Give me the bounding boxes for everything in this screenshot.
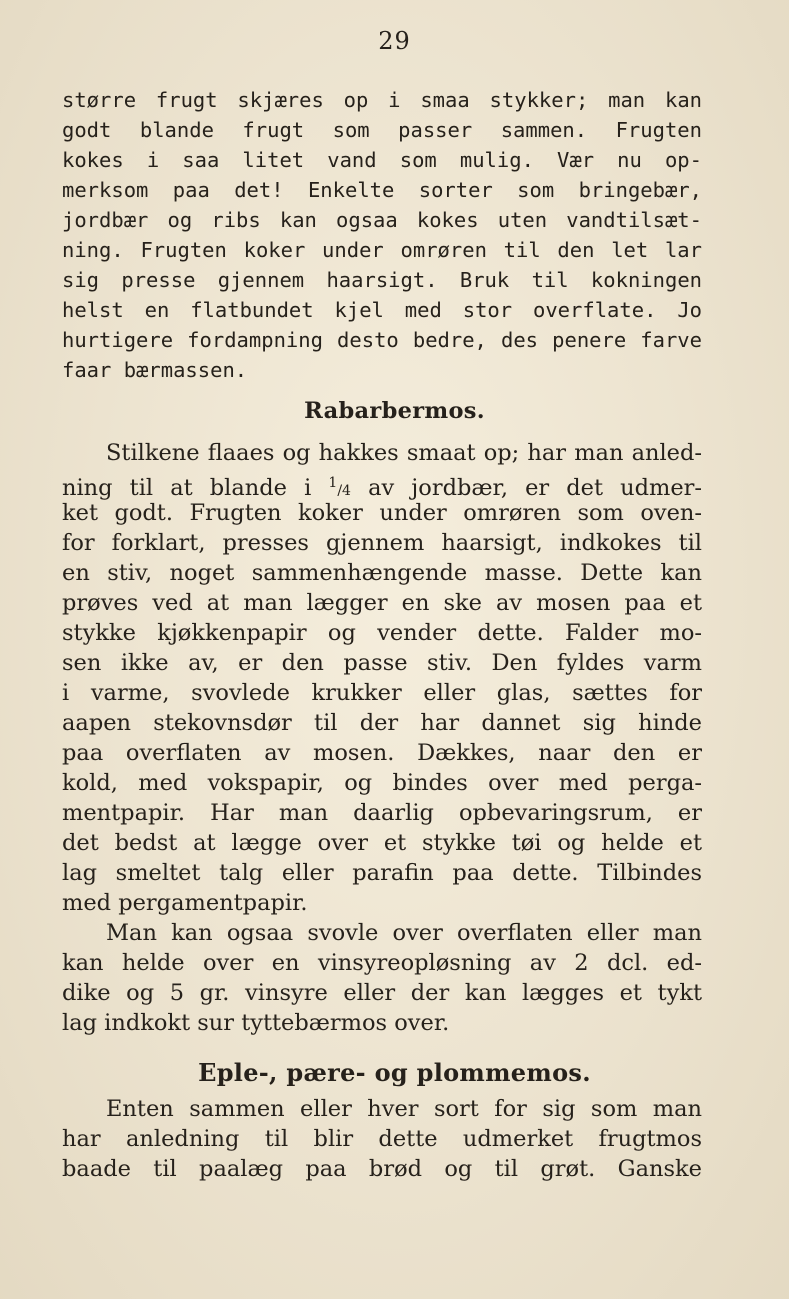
- text-line: kold, med vokspapir, og bindes over med perga-: [62, 770, 702, 796]
- text-line: Stilkene flaaes og hakkes smaat op; har man anled-: [106, 440, 702, 466]
- text-line: for forklart, presses gjennem haarsigt, indkokes til: [62, 530, 702, 556]
- text-line: i varme, svovlede krukker eller glas, sættes for: [62, 680, 702, 706]
- text-line: ket godt. Frugten koker under omrøren som oven-: [62, 500, 702, 526]
- text-line: stykke kjøkkenpapir og vender dette. Falder mo-: [62, 620, 702, 646]
- text-line: dike og 5 gr. vinsyre eller der kan lægges et tykt: [62, 980, 702, 1006]
- text-line: faar bærmassen.: [62, 358, 248, 382]
- text-line: baade til paalæg paa brød og til grøt. Ganske: [62, 1156, 702, 1182]
- fraction-denominator: /4: [337, 483, 351, 499]
- text-line: prøves ved at man lægger en ske av mosen paa et: [62, 590, 702, 616]
- text-line: merksom paa det! Enkelte sorter som bringebær,: [62, 178, 702, 202]
- text-line: hurtigere fordampning desto bedre, des penere farve: [62, 328, 702, 352]
- text-line: aapen stekovnsdør til der har dannet sig hinde: [62, 710, 702, 736]
- text-line: det bedst at lægge over et stykke tøi og helde et: [62, 830, 702, 856]
- text-line: Enten sammen eller hver sort for sig som man: [106, 1096, 702, 1122]
- text-fragment: av jordbær, er det udmer-: [368, 475, 703, 501]
- text-line: ning. Frugten koker under omrøren til den let lar: [62, 238, 702, 262]
- text-line: helst en flatbundet kjel med stor overflate. Jo: [62, 298, 702, 322]
- text-line: med pergamentpapir.: [62, 890, 308, 916]
- text-line: Man kan ogsaa svovle over overflaten eller man: [106, 920, 702, 946]
- text-line-with-fraction: [62, 468, 703, 501]
- text-line: kan helde over en vinsyreopløsning av 2 dcl. ed-: [62, 950, 702, 976]
- rabarbermos-paragraph: [62, 438, 702, 1038]
- text-line: sen ikke av, er den passe stiv. Den fyldes varm: [62, 650, 702, 676]
- text-line: kokes i saa litet vand som mulig. Vær nu op-: [62, 148, 702, 172]
- page-number: 29: [378, 27, 411, 55]
- text-line: godt blande frugt som passer sammen. Frugten: [62, 118, 702, 142]
- text-line: paa overflaten av mosen. Dækkes, naar den er: [62, 740, 702, 766]
- text-line: jordbær og ribs kan ogsaa kokes uten vandtilsæt-: [62, 208, 702, 232]
- text-line: større frugt skjæres op i smaa stykker; man kan: [62, 88, 702, 112]
- fraction-numerator: 1: [328, 475, 338, 491]
- text-line: en stiv, noget sammenhængende masse. Dette kan: [62, 560, 702, 586]
- text-line: lag smeltet talg eller parafin paa dette. Tilbindes: [62, 860, 702, 886]
- text-line: sig presse gjennem haarsigt. Bruk til kokningen: [62, 268, 702, 292]
- eplemos-paragraph: [62, 1094, 702, 1184]
- text-line: mentpapir. Har man daarlig opbevaringsrum, er: [62, 800, 702, 826]
- text-fragment: ning til at blande i: [62, 475, 312, 501]
- section-heading-eplemos: Eple-, pære- og plommemos.: [198, 1058, 591, 1087]
- text-line: har anledning til blir dette udmerket frugtmos: [62, 1126, 702, 1152]
- text-line: lag indkokt sur tyttebærmos over.: [62, 1010, 450, 1036]
- intro-paragraph: [62, 85, 702, 385]
- section-heading-rabarbermos: Rabarbermos.: [304, 398, 485, 424]
